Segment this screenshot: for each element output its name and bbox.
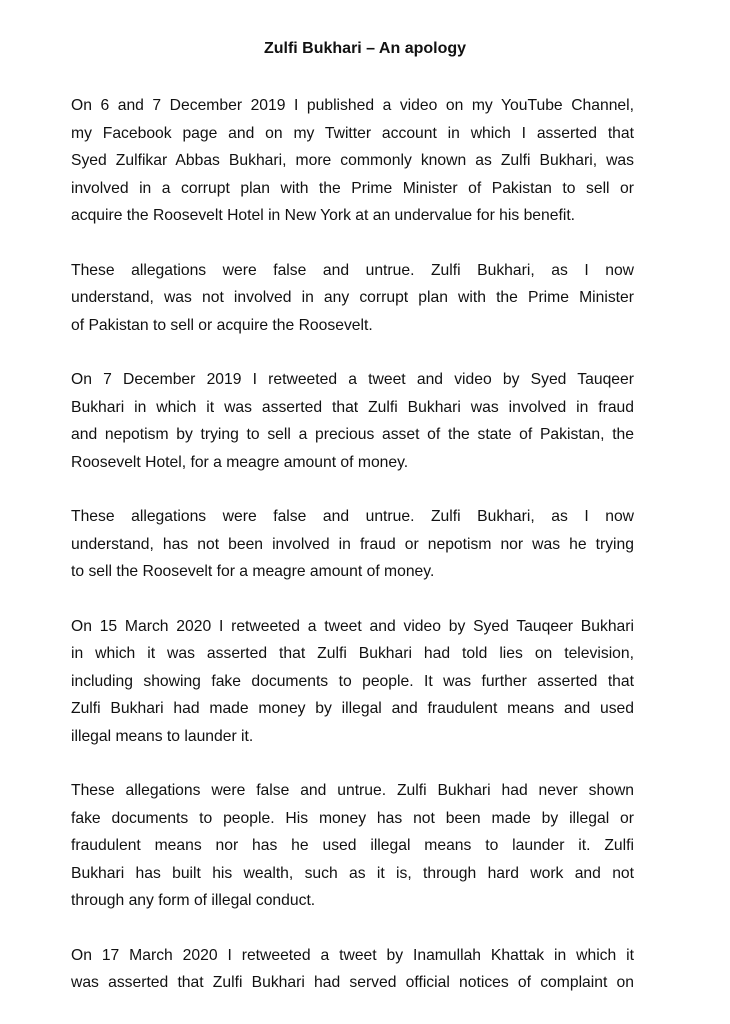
- paragraph-line: acquire the Roosevelt Hotel in New York at an undervalue for his benefit.: [71, 207, 576, 224]
- paragraph-line: fake documents to people. His money has not been made by illegal or: [71, 809, 634, 827]
- document-body: [71, 92, 634, 1024]
- paragraph-line: These allegations were false and untrue. Zulfi Bukhari, as I now: [71, 261, 634, 279]
- paragraph-line: was asserted that Zulfi Bukhari had served official notices of complaint on: [71, 974, 634, 991]
- paragraph-line: Bukhari in which it was asserted that Zulfi Bukhari was involved in fraud: [71, 398, 634, 416]
- paragraph-3: [71, 366, 634, 476]
- document-title: Zulfi Bukhari – An apology: [263, 40, 467, 57]
- paragraph-line: illegal means to launder it.: [71, 727, 254, 745]
- paragraph-1: [71, 92, 634, 230]
- paragraph-line: including showing fake documents to people. It was further asserted that: [71, 672, 634, 690]
- paragraph-line: On 17 March 2020 I retweeted a tweet by Inamullah Khattak in which it: [71, 946, 634, 964]
- paragraph-4: [71, 503, 634, 586]
- paragraph-5: [71, 613, 634, 751]
- paragraph-line: On 15 March 2020 I retweeted a tweet and video by Syed Tauqeer Bukhari: [71, 617, 634, 635]
- paragraph-line: through any form of illegal conduct.: [71, 892, 316, 909]
- paragraph-line: Roosevelt Hotel, for a meagre amount of money.: [71, 453, 409, 471]
- paragraph-line: involved in a corrupt plan with the Prime Minister of Pakistan to sell or: [71, 179, 634, 197]
- paragraph-line: fraudulent means nor has he used illegal means to launder it. Zulfi: [71, 837, 634, 854]
- paragraph-2: [71, 257, 634, 340]
- paragraph-line: my Facebook page and on my Twitter account in which I asserted that: [71, 124, 634, 142]
- paragraph-line: On 6 and 7 December 2019 I published a video on my YouTube Channel,: [71, 97, 634, 114]
- paragraph-line: Zulfi Bukhari had made money by illegal and fraudulent means and used: [71, 700, 634, 717]
- paragraph-line: These allegations were false and untrue. Zulfi Bukhari had never shown: [71, 782, 634, 799]
- paragraph-line: understand, was not involved in any corrupt plan with the Prime Minister: [71, 289, 634, 306]
- paragraph-line: understand, has not been involved in fraud or nepotism nor was he trying: [71, 535, 634, 553]
- paragraph-line: On 7 December 2019 I retweeted a tweet and video by Syed Tauqeer: [71, 371, 634, 388]
- paragraph-line: to sell the Roosevelt for a meagre amount of money.: [71, 563, 435, 580]
- paragraph-7: [71, 942, 634, 997]
- paragraph-line: of Pakistan to sell or acquire the Roosevelt.: [71, 316, 373, 334]
- paragraph-line: These allegations were false and untrue. Zulfi Bukhari, as I now: [71, 508, 634, 525]
- paragraph-line: Bukhari has built his wealth, such as it is, through hard work and not: [71, 864, 634, 882]
- paragraph-line: in which it was asserted that Zulfi Bukhari had told lies on television,: [71, 645, 634, 662]
- paragraph-line: and nepotism by trying to sell a precious asset of the state of Pakistan, the: [71, 426, 634, 443]
- paragraph-line: Syed Zulfikar Abbas Bukhari, more commonly known as Zulfi Bukhari, was: [71, 152, 634, 169]
- paragraph-6: [71, 777, 634, 915]
